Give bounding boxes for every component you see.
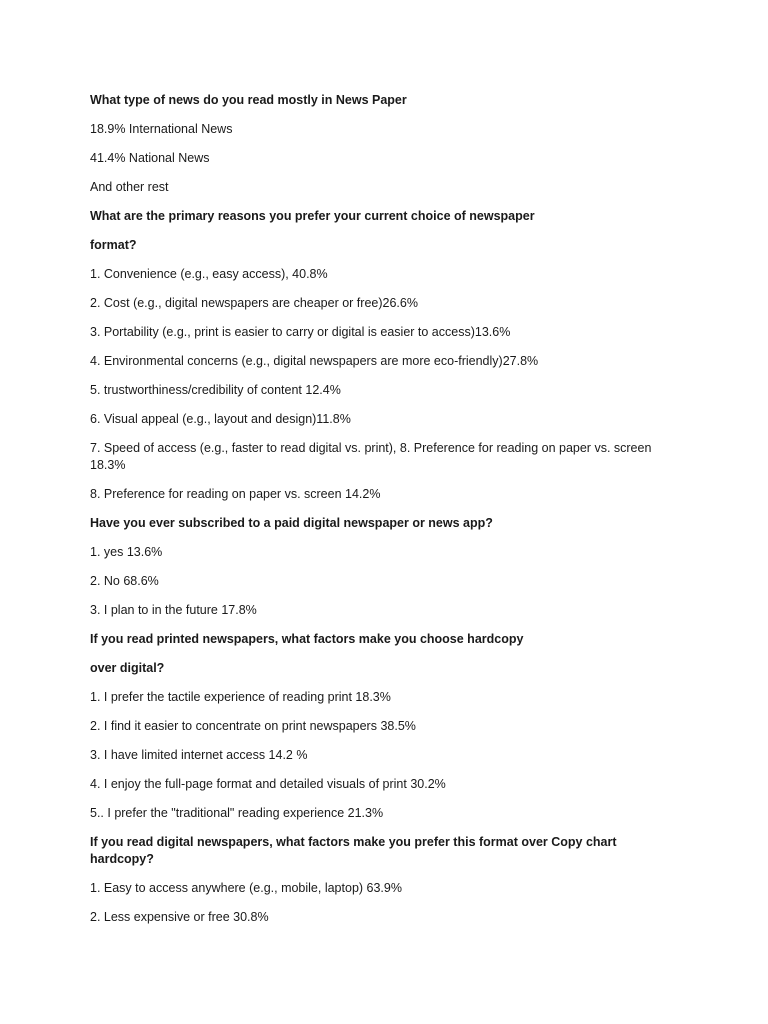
answer-line: 2. Cost (e.g., digital newspapers are cheaper or free)26.6% <box>90 296 418 310</box>
answer-line: 5. trustworthiness/credibility of content 12.4% <box>90 383 341 397</box>
answer-line: 2. Less expensive or free 30.8% <box>90 910 269 924</box>
question-heading: over digital? <box>90 661 165 675</box>
question-heading: What type of news do you read mostly in News Paper <box>90 93 407 107</box>
answer-line: 1. Convenience (e.g., easy access), 40.8% <box>90 267 328 281</box>
answer-line: 2. I find it easier to concentrate on print newspapers 38.5% <box>90 719 416 733</box>
answer-line: 6. Visual appeal (e.g., layout and design)11.8% <box>90 412 351 426</box>
question-heading: If you read printed newspapers, what factors make you choose hardcopy <box>90 632 524 646</box>
answer-line: 8. Preference for reading on paper vs. screen 14.2% <box>90 487 381 501</box>
question-heading: If you read digital newspapers, what factors make you prefer this format over Copy chart hardcopy? <box>90 835 617 866</box>
question-heading: Have you ever subscribed to a paid digital newspaper or news app? <box>90 516 493 530</box>
answer-line: 3. I plan to in the future 17.8% <box>90 603 257 617</box>
answer-line: 1. I prefer the tactile experience of reading print 18.3% <box>90 690 391 704</box>
answer-line: 1. Easy to access anywhere (e.g., mobile, laptop) 63.9% <box>90 881 402 895</box>
answer-line: 1. yes 13.6% <box>90 545 163 559</box>
answer-line: 3. Portability (e.g., print is easier to carry or digital is easier to access)13.6% <box>90 325 511 339</box>
answer-line: And other rest <box>90 180 169 194</box>
answer-line: 4. Environmental concerns (e.g., digital newspapers are more eco-friendly)27.8% <box>90 354 539 368</box>
answer-line: 41.4% National News <box>90 151 210 165</box>
question-heading: What are the primary reasons you prefer your current choice of newspaper <box>90 209 535 223</box>
answer-line: 4. I enjoy the full-page format and detailed visuals of print 30.2% <box>90 777 446 791</box>
answer-line: 3. I have limited internet access 14.2 % <box>90 748 308 762</box>
answer-line: 2. No 68.6% <box>90 574 159 588</box>
answer-line: 18.9% International News <box>90 122 233 136</box>
answer-line: 7. Speed of access (e.g., faster to read digital vs. print), 8. Preference for reading on paper vs. screen 18.3% <box>90 441 652 472</box>
document-body <box>90 92 680 938</box>
answer-line: 5.. I prefer the "traditional" reading experience 21.3% <box>90 806 384 820</box>
question-heading: format? <box>90 238 137 252</box>
